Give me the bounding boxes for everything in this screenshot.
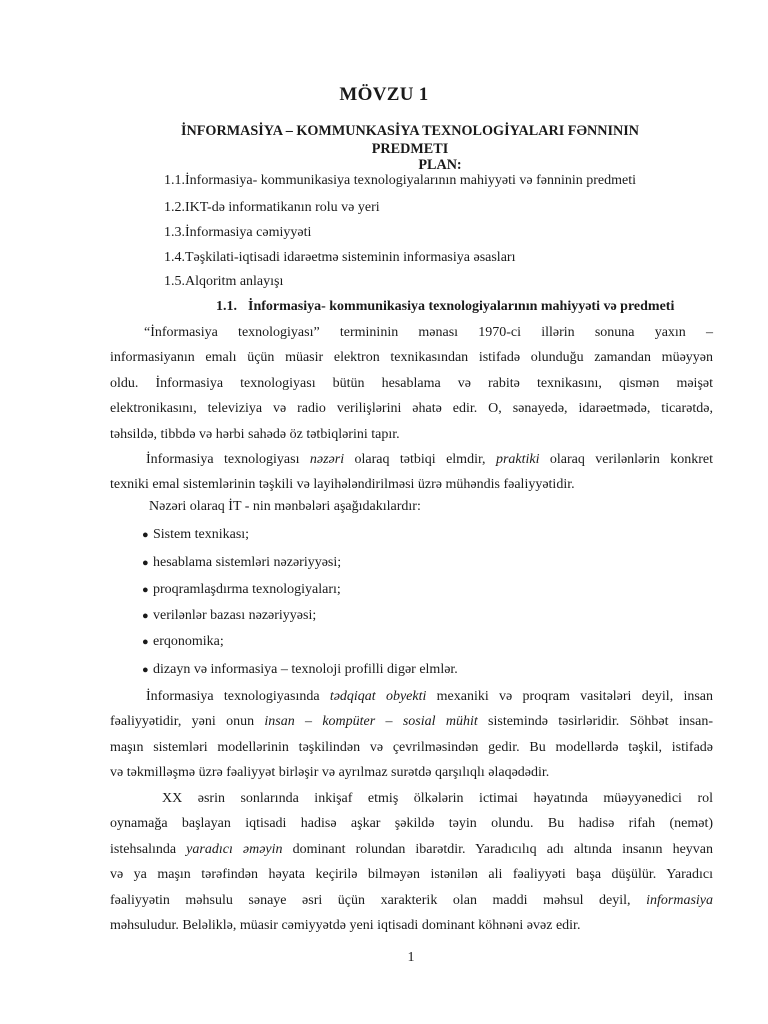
- paragraph-line: [110, 709, 713, 734]
- bullet-icon: ●: [142, 664, 149, 676]
- page-number: 1: [407, 950, 415, 965]
- paragraph-line: XX əsrin sonlarında inkişaf etmiş ölkələrin ictimai həyatında müəyyənedici rol: [162, 791, 713, 806]
- plan-item-1: 1.1.İnformasiya- kommunikasiya texnologiyalarının mahiyyəti və fənninin predmeti: [164, 173, 636, 188]
- paragraph-4: [110, 786, 713, 938]
- text-run: dominant rolundan ibarətdir. Yaradıcılıq adı altında insanın heyvan: [282, 841, 714, 857]
- paragraph-line: və təkmilləşmə üzrə fəaliyyət birləşir və ayrılmaz surətdə qarşılıqlı əlaqədədir.: [110, 765, 550, 781]
- paragraph-line: oynamağa başlayan iqtisadi hadisə aşkar şəkildə təyin olundu. Bu hadisə rifah (nemət): [110, 816, 713, 832]
- paragraph-line: [110, 684, 713, 709]
- paragraph-2: [110, 447, 713, 498]
- text-run: fəaliyyətidir, yəni onun: [110, 714, 265, 730]
- text-run: İnformasiya texnologiyası: [146, 452, 310, 467]
- paragraph-3: [110, 684, 713, 786]
- italic-term: tədqiqat obyekti: [329, 689, 427, 704]
- topic-title: MÖVZU 1: [339, 84, 429, 105]
- paragraph-line: məhsuludur. Beləliklə, müasir cəmiyyətdə yeni iqtisadi dominant köhnəni əvəz edir.: [110, 917, 581, 933]
- paragraph-line: elektronikasını, televiziya və radio verilişlərini əhatə edir. O, sənayedə, idarəetmədə, ticarətdə,: [110, 401, 713, 417]
- italic-term: insan – kompüter – sosial mühit: [264, 714, 478, 730]
- paragraph-line: [110, 888, 713, 913]
- bullet-icon: ●: [142, 557, 149, 569]
- section-number: 1.1.: [216, 299, 237, 314]
- paragraph-line: maşın sistemləri modellərinin təşkilindən və çevrilməsindən gedir. Bu modellərdə təşkil, istifadə: [110, 739, 713, 755]
- list-item-text: verilənlər bazası nəzəriyyəsi;: [153, 608, 317, 623]
- paragraph-line: [110, 447, 713, 472]
- italic-term: yaradıcı əməyin: [186, 841, 283, 857]
- paragraph-line: oldu. İnformasiya texnologiyası bütün hesablama və rabitə texnikasını, qismən məişət: [110, 375, 713, 391]
- list-item: [142, 527, 249, 543]
- list-item-text: erqonomika;: [153, 634, 224, 649]
- list-item: [142, 555, 341, 571]
- text-run: olaraq verilənlərin konkret: [539, 452, 713, 467]
- plan-item-3: 1.3.İnformasiya cəmiyyəti: [164, 225, 312, 240]
- text-run: sistemində təsirləridir. Söhbət insan-: [477, 714, 713, 730]
- topic-subtitle: İNFORMASİYA – KOMMUNKASİYA TEXNOLOGİYALARI FƏNNININ PREDMETI: [181, 123, 639, 157]
- paragraph-line: [110, 837, 713, 862]
- plan-item-4: 1.4.Təşkilati-iqtisadi idarəetmə sisteminin informasiya əsasları: [164, 250, 516, 265]
- bullet-icon: ●: [142, 636, 149, 648]
- list-item: [142, 634, 224, 650]
- bullet-icon: ●: [142, 584, 149, 596]
- list-item-text: proqramlaşdırma texnologiyaları;: [153, 582, 341, 597]
- list-item: [142, 662, 458, 678]
- list-item-text: Sistem texnikası;: [153, 527, 250, 542]
- plan-item-2: 1.2.IKT-də informatikanın rolu və yeri: [164, 200, 380, 215]
- paragraph-line: “İnformasiya texnologiyası” termininin mənası 1970-ci illərin sonuna yaxın –: [144, 325, 713, 340]
- bullet-icon: ●: [142, 529, 149, 541]
- text-run: İnformasiya texnologiyasında: [146, 689, 330, 704]
- section-title: İnformasiya- kommunikasiya texnologiyalarının mahiyyəti və predmeti: [248, 299, 675, 314]
- paragraph-1: [110, 320, 713, 447]
- text-run: fəaliyyətin məhsulu sənaye əsri üçün xarakterik olan maddi məhsul deyil,: [110, 892, 647, 908]
- section-heading: [216, 299, 674, 315]
- plan-label: PLAN:: [418, 157, 462, 173]
- paragraph-line: texniki emal sistemlərinin təşkili və layihələndirilməsi üzrə mühəndis fəaliyyətidir.: [110, 477, 575, 493]
- list-item-text: dizayn və informasiya – texnoloji profilli digər elmlər.: [153, 662, 458, 677]
- text-run: istehsalında: [110, 841, 187, 857]
- bullet-icon: ●: [142, 610, 149, 622]
- italic-term: praktiki: [495, 452, 540, 467]
- paragraph-line: informasiyanın emalı üçün müasir elektron texnikasından istifadə olunduğu zamandan müəyyən: [110, 350, 713, 366]
- list-item-text: hesablama sistemləri nəzəriyyəsi;: [153, 555, 342, 570]
- paragraph-line: və ya maşın tərəfindən həyata keçirilə bilməyən istənilən ali fəaliyyəti başa düşülür. Yaradıcı: [110, 867, 713, 883]
- paragraph-line: təhsildə, tibbdə və hərbi sahədə öz tətbiqlərini tapır.: [110, 426, 400, 442]
- list-item: [142, 608, 316, 624]
- italic-term: nəzəri: [309, 452, 345, 467]
- italic-term: informasiya: [646, 892, 713, 908]
- list-item: [142, 582, 341, 598]
- sources-intro: Nəzəri olaraq İT - nin mənbələri aşağıdakılardır:: [149, 499, 421, 514]
- plan-item-5: 1.5.Alqoritm anlayışı: [164, 274, 284, 289]
- text-run: mexaniki və proqram vasitələri deyil, insan: [426, 689, 713, 704]
- text-run: olaraq tətbiqi elmdir,: [344, 452, 496, 467]
